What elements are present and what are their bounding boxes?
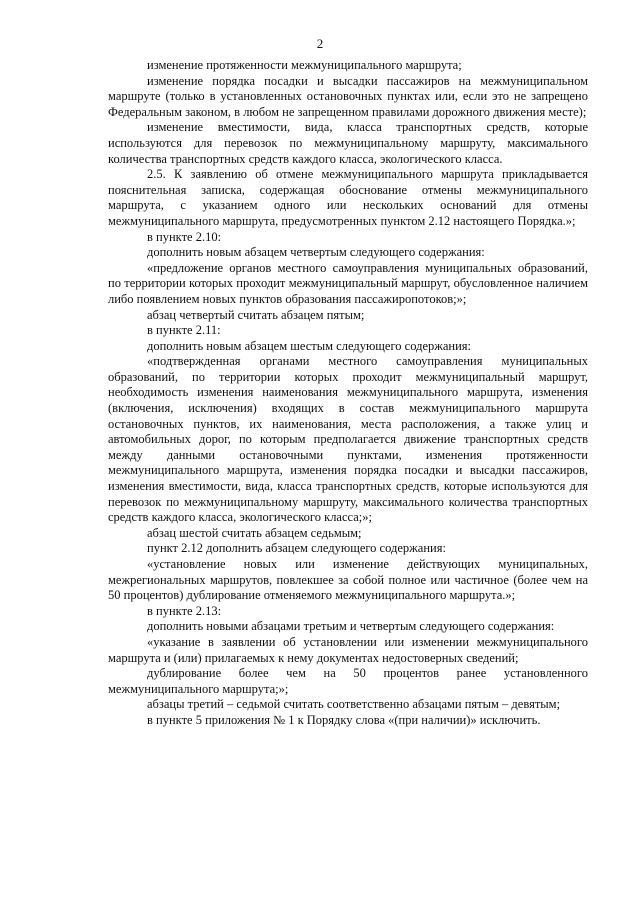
paragraph: «подтвержденная органами местного самоуправления муниципальных образований, по территории которых проходит межмуниципальный маршрут, необходимость изменения наименования межмуниципального маршрута, изменения (включения, исключения) входящих в состав межмуниципального маршрута остановочных пунктов, их наименования, места расположения, а также улиц и автомобильных дорог, по которым предполагается движение транспортных средств между данными остановочными пунктами, изменения протяженности межмуниципального маршрута, изменения порядка посадки и высадки пассажиров, изменения вместимости, вида, класса транспортных средств, которые используются для перевозок по межмуниципальному маршруту, максимального количества транспортных средств каждого класса, экологического класса;»; [108,354,588,525]
paragraph: «предложение органов местного самоуправления муниципальных образований, по территории которых проходит межмуниципальный маршрут, обусловленное наличием либо появлением новых пунктов образования пассажиропотоков;»; [108,260,588,306]
paragraph: в пункте 2.10: [147,229,222,244]
paragraph: дополнить новым абзацем четвертым следующего содержания: [147,245,485,260]
paragraph: «указание в заявлении об установлении или изменении межмуниципального маршрута и (или) прилагаемых к нему документах недостоверных сведений; [108,634,588,665]
paragraph: в пункте 5 приложения № 1 к Порядку слова «(при наличии)» исключить. [147,712,541,727]
paragraph: изменение вместимости, вида, класса транспортных средств, которые используются для перевозок по межмуниципальному маршруту, максимального количества транспортных средств каждого класса, экологического класса. [108,120,588,166]
paragraph: дублирование более чем на 50 процентов ранее установленного межмуниципального маршрута;»; [108,666,588,696]
paragraph: дополнить новым абзацем шестым следующего содержания: [147,338,472,353]
paragraph: «установление новых или изменение действующих муниципальных, межрегиональных маршрутов, повлекшее за собой полное или частичное (более чем на 50 процентов) дублирование отменяемого межмуниципального маршрута.»; [108,557,588,603]
paragraph: изменение порядка посадки и высадки пассажиров на межмуниципальном маршруте (только в установленных остановочных пунктах или, если это не запрещено Федеральным законом, в любом не запрещенном правилами дорожного движения месте); [108,73,588,119]
page-number: 2 [316,36,324,51]
paragraph: пункт 2.12 дополнить абзацем следующего содержания: [147,541,446,556]
paragraph: 2.5. К заявлению об отмене межмуниципального маршрута прикладывается пояснительная записка, содержащая обоснование отмены межмуниципального маршрута, с указанием одного или нескольких оснований для отмены межмуниципального маршрута, предусмотренных пунктом 2.12 настоящего Порядка.»; [108,167,588,228]
paragraph: абзац четвертый считать абзацем пятым; [147,307,365,322]
paragraph: дополнить новыми абзацами третьим и четвертым следующего содержания: [147,619,555,634]
paragraph: абзацы третий – седьмой считать соответственно абзацами пятым – девятым; [147,697,561,712]
paragraph: абзац шестой считать абзацем седьмым; [147,525,362,540]
paragraph: в пункте 2.11: [147,323,221,338]
document-body [108,58,588,729]
paragraph: изменение протяженности межмуниципального маршрута; [147,58,462,72]
paragraph: в пункте 2.13: [147,603,222,618]
